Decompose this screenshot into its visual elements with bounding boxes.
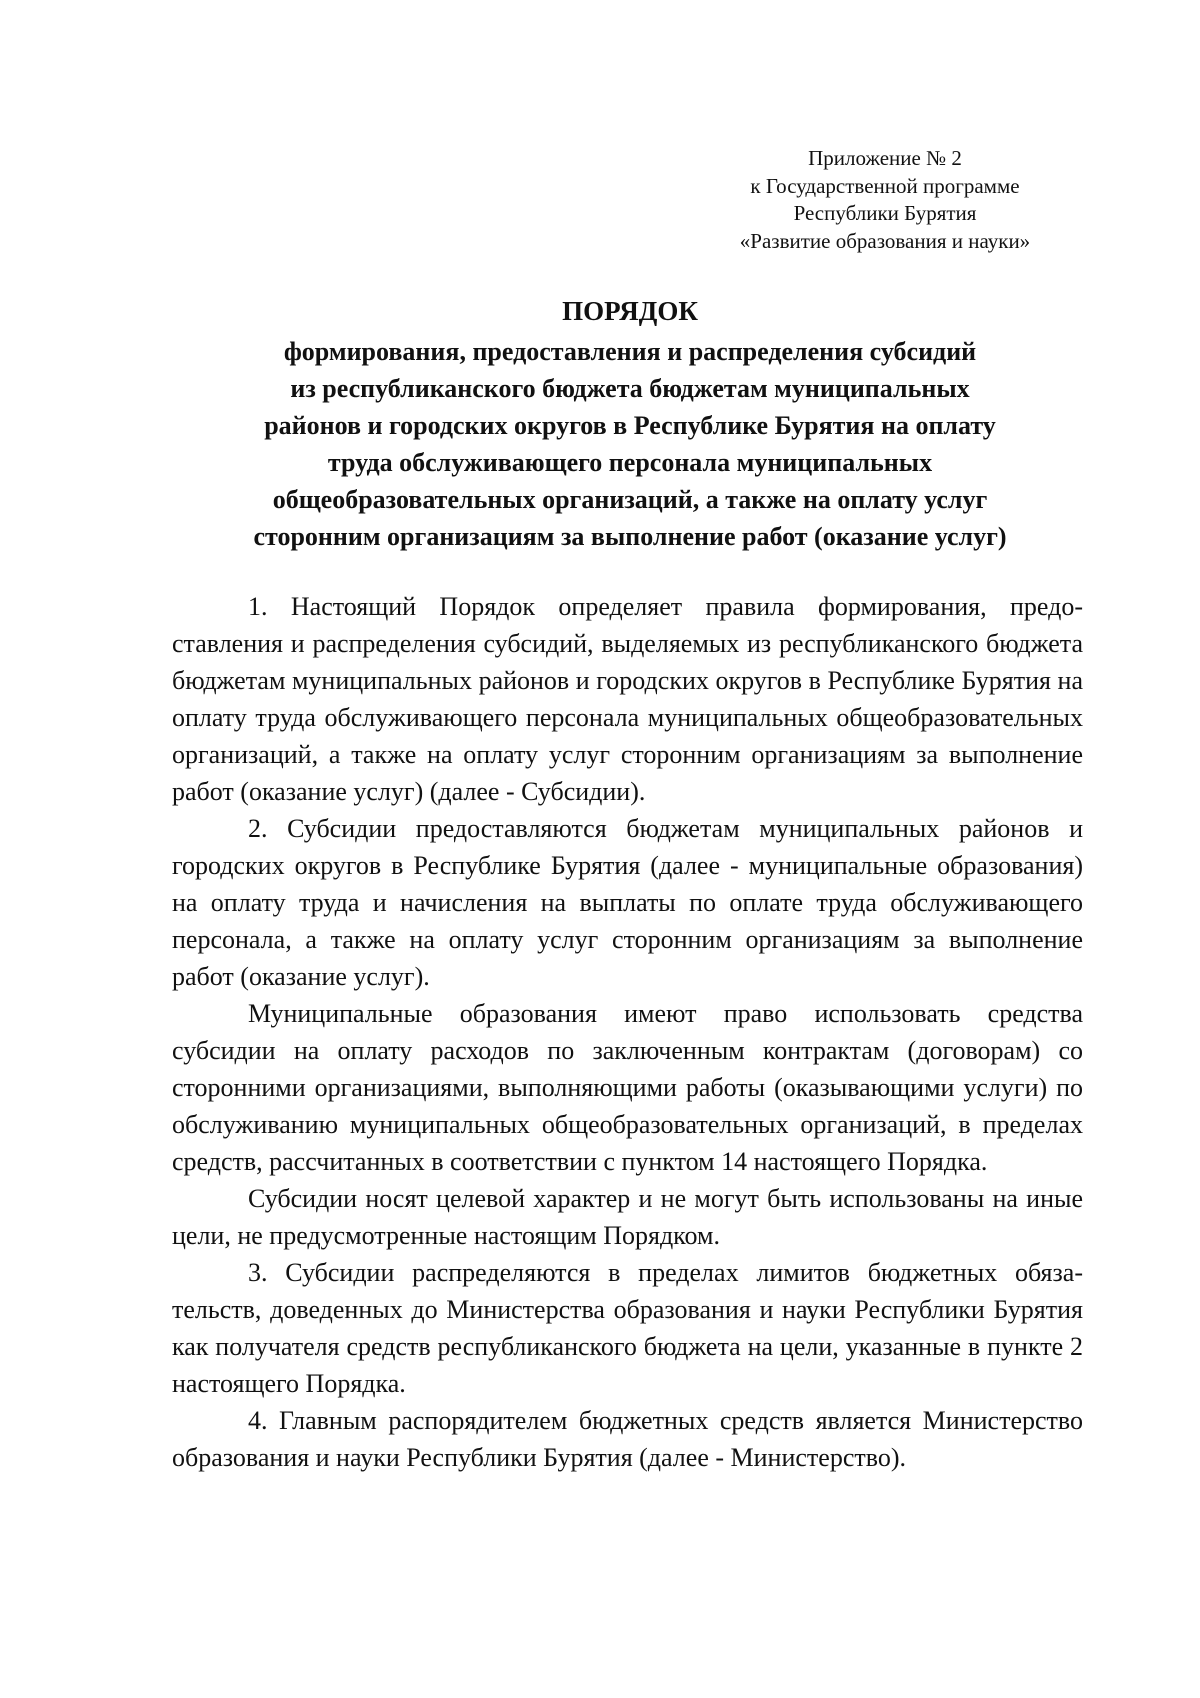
annex-line: Республики Бурятия — [793, 201, 977, 225]
document-body — [172, 588, 1083, 1476]
paragraph: Субсидии носят целевой характер и не могут быть использованы на иные цели, не предусмотренные настоящим Порядком. — [172, 1184, 1083, 1250]
title-heading: ПОРЯДОК — [562, 296, 698, 326]
paragraph: 1. Настоящий Порядок определяет правила формирования, предоставления и распределения субсидий, выделяемых из республиканского бюджета бюджетам муниципальных районов и городских округов в Республике Бурятия на оплату труда обслуживающего персонала муниципальных общеобразовательных организаций, а также на оплату услуг сторонним организациям за выполнение работ (оказание услуг) (далее - Субсидии). — [172, 592, 1083, 806]
paragraph: 4. Главным распорядителем бюджетных средств является Министерство образования и науки Республики Бурятия (далее - Министерство). — [172, 1406, 1083, 1472]
paragraph: 2. Субсидии предоставляются бюджетам муниципальных районов и городских округов в Республике Бурятия (далее - муниципальные образования) на оплату труда и начисления на выплаты по оплате труда обслуживающего персонала, а также на оплату услуг сторонним организациям за выполнение работ (оказание услуг). — [172, 814, 1083, 991]
document-title — [170, 293, 1090, 555]
title-line: сторонним организациям за выполнение работ (оказание услуг) — [253, 522, 1007, 551]
paragraph: Муниципальные образования имеют право использовать средства субсидии на оплату расходов по заключенным контрактам (договорам) со сторонними организациями, выполняющими работы (оказывающими услуги) по обслуживанию муниципальных общеобразовательных организаций, в пределах средств, рассчитанных в соответствии с пунктом 14 настоящего Порядка. — [172, 999, 1083, 1176]
title-line: из республиканского бюджета бюджетам муниципальных — [290, 374, 970, 403]
annex-line: Приложение № 2 — [808, 146, 962, 170]
paragraph: 3. Субсидии распределяются в пределах лимитов бюджетных обязательств, доведенных до Министерства образования и науки Республики Бурятия как получателя средств республиканского бюджета на цели, указанные в пункте 2 настоящего Порядка. — [172, 1258, 1083, 1398]
title-line: общеобразовательных организаций, а также на оплату услуг — [272, 485, 988, 514]
title-line: районов и городских округов в Республике Бурятия на оплату — [264, 411, 996, 440]
annex-block — [700, 145, 1070, 255]
annex-line: к Государственной программе — [750, 173, 1020, 198]
annex-line: «Развитие образования и науки» — [739, 228, 1031, 253]
title-line: труда обслуживающего персонала муниципальных — [327, 448, 933, 477]
title-line: формирования, предоставления и распределения субсидий — [283, 337, 977, 366]
